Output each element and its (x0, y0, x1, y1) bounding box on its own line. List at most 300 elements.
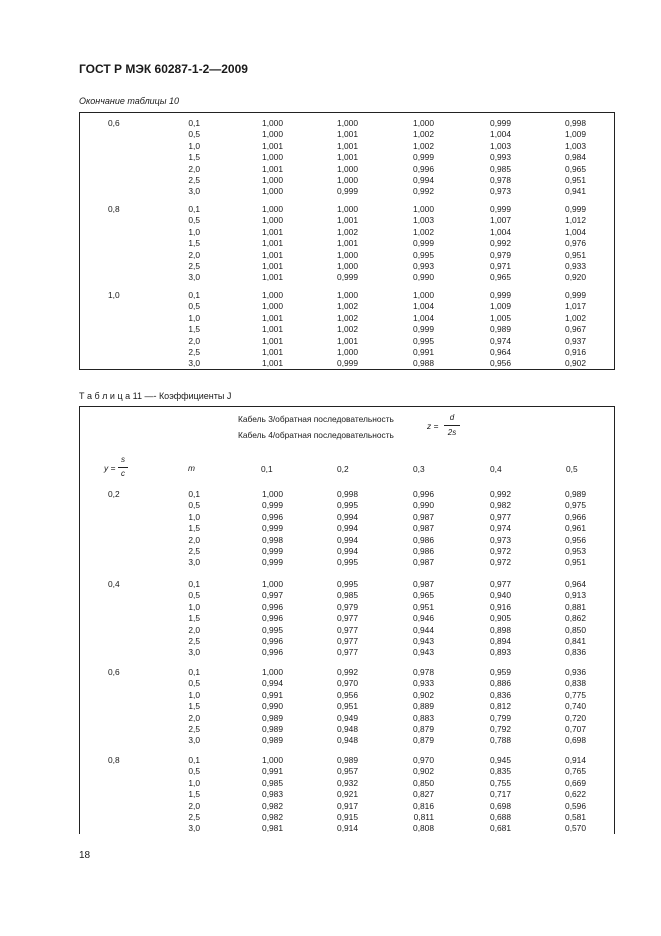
value-cell: 0,937 (565, 335, 586, 346)
m-value-cell: 0,5 (188, 766, 200, 777)
value-cell: 0,808 (413, 823, 434, 834)
z-value-header: 0,1 (261, 464, 273, 474)
value-cell: 0,984 (565, 152, 586, 163)
value-cell: 1,004 (490, 226, 511, 237)
value-cell: 0,992 (413, 186, 434, 197)
value-cell: 0,995 (337, 579, 358, 589)
value-cell: 0,971 (490, 261, 511, 271)
value-cell: 0,998 (337, 489, 358, 499)
value-cell: 0,999 (337, 358, 358, 369)
value-cell: 0,698 (490, 800, 511, 811)
value-cell: 1,012 (565, 215, 586, 226)
z-value-header: 0,2 (337, 464, 349, 474)
value-cell: 0,945 (490, 755, 511, 765)
value-cell: 0,902 (565, 358, 586, 369)
value-cell: 1,001 (262, 163, 283, 174)
value-cell: 0,977 (337, 624, 358, 635)
value-cell: 0,838 (565, 678, 586, 689)
value-cell: 0,978 (413, 667, 434, 677)
value-cell: 0,996 (413, 163, 434, 174)
m-value-cell: 0,5 (188, 590, 200, 601)
value-cell: 0,989 (262, 712, 283, 723)
value-cell: 0,964 (490, 347, 511, 357)
value-cell: 0,944 (413, 624, 434, 635)
value-cell: 0,990 (262, 701, 283, 712)
value-cell: 0,989 (337, 755, 358, 765)
value-cell: 0,879 (413, 724, 434, 734)
value-cell: 1,003 (490, 140, 511, 151)
table11-right-rule (614, 406, 615, 834)
m-value-cell: 0,5 (188, 215, 200, 226)
value-cell: 0,986 (413, 534, 434, 545)
z-value-header: 0,5 (566, 464, 578, 474)
value-cell: 0,622 (565, 789, 586, 800)
m-value-cell: 0,1 (188, 204, 200, 214)
value-cell: 1,000 (413, 118, 434, 128)
value-cell: 1,005 (490, 312, 511, 323)
value-cell: 0,994 (337, 511, 358, 522)
value-cell: 0,977 (490, 579, 511, 589)
value-cell: 1,000 (337, 249, 358, 260)
value-cell: 0,972 (490, 557, 511, 568)
value-cell: 0,995 (262, 624, 283, 635)
m-value-cell: 0,1 (188, 667, 200, 677)
value-cell: 1,001 (262, 312, 283, 323)
value-cell: 1,000 (262, 204, 283, 214)
value-cell: 0,740 (565, 701, 586, 712)
value-cell: 1,000 (337, 290, 358, 300)
value-cell: 0,946 (413, 613, 434, 624)
z-value-header: 0,3 (413, 464, 425, 474)
value-cell: 0,974 (490, 523, 511, 534)
value-cell: 0,987 (413, 579, 434, 589)
z-formula-numerator: d (449, 413, 455, 422)
value-cell: 0,972 (490, 546, 511, 556)
value-cell: 0,917 (337, 800, 358, 811)
value-cell: 0,951 (565, 175, 586, 185)
value-cell: 0,999 (262, 523, 283, 534)
value-cell: 0,961 (565, 523, 586, 534)
value-cell: 0,996 (262, 613, 283, 624)
m-value-cell: 2,5 (188, 724, 200, 734)
value-cell: 1,000 (262, 301, 283, 312)
value-cell: 0,914 (337, 823, 358, 834)
m-value-cell: 1,0 (188, 777, 200, 788)
value-cell: 0,681 (490, 823, 511, 834)
table10-right-rule (614, 112, 615, 370)
m-value-cell: 3,0 (188, 186, 200, 197)
value-cell: 0,999 (413, 238, 434, 249)
m-value-cell: 0,1 (188, 489, 200, 499)
value-cell: 0,982 (490, 500, 511, 511)
value-cell: 0,994 (413, 175, 434, 185)
value-cell: 0,989 (262, 724, 283, 734)
y-formula-bar (118, 467, 128, 468)
value-cell: 0,775 (565, 689, 586, 700)
value-cell: 1,007 (490, 215, 511, 226)
value-cell: 1,001 (337, 238, 358, 249)
value-cell: 1,000 (262, 186, 283, 197)
m-value-cell: 3,0 (188, 647, 200, 658)
value-cell: 0,717 (490, 789, 511, 800)
value-cell: 0,999 (490, 118, 511, 128)
value-cell: 0,973 (490, 186, 511, 197)
column-m-header: m (188, 463, 195, 473)
m-value-cell: 0,1 (188, 755, 200, 765)
value-cell: 0,581 (565, 812, 586, 822)
value-cell: 0,841 (565, 636, 586, 646)
value-cell: 0,999 (565, 204, 586, 214)
value-cell: 0,570 (565, 823, 586, 834)
value-cell: 0,973 (490, 534, 511, 545)
value-cell: 0,812 (490, 701, 511, 712)
value-cell: 1,001 (337, 140, 358, 151)
m-value-cell: 0,5 (188, 678, 200, 689)
value-cell: 0,883 (413, 712, 434, 723)
value-cell: 0,827 (413, 789, 434, 800)
value-cell: 0,943 (413, 647, 434, 658)
m-value-cell: 1,5 (188, 613, 200, 624)
m-value-cell: 0,1 (188, 118, 200, 128)
value-cell: 0,894 (490, 636, 511, 646)
value-cell: 0,669 (565, 777, 586, 788)
value-cell: 0,996 (262, 601, 283, 612)
m-value-cell: 0,1 (188, 290, 200, 300)
value-cell: 0,755 (490, 777, 511, 788)
value-cell: 0,966 (565, 511, 586, 522)
value-cell: 0,964 (565, 579, 586, 589)
value-cell: 0,991 (262, 766, 283, 777)
value-cell: 0,995 (413, 335, 434, 346)
value-cell: 1,000 (262, 579, 283, 589)
m-value-cell: 1,5 (188, 701, 200, 712)
value-cell: 0,987 (413, 511, 434, 522)
value-cell: 0,707 (565, 724, 586, 734)
value-cell: 0,999 (337, 272, 358, 283)
value-cell: 1,001 (262, 226, 283, 237)
value-cell: 0,886 (490, 678, 511, 689)
value-cell: 0,977 (337, 647, 358, 658)
value-cell: 1,002 (413, 129, 434, 140)
value-cell: 0,992 (490, 238, 511, 249)
value-cell: 0,835 (490, 766, 511, 777)
value-cell: 0,995 (337, 500, 358, 511)
value-cell: 1,001 (262, 140, 283, 151)
m-value-cell: 2,5 (188, 636, 200, 646)
value-cell: 0,970 (413, 755, 434, 765)
value-cell: 0,965 (565, 163, 586, 174)
table11-left-rule (79, 406, 80, 834)
value-cell: 1,000 (337, 175, 358, 185)
value-cell: 0,997 (262, 590, 283, 601)
m-value-cell: 1,0 (188, 312, 200, 323)
value-cell: 1,009 (490, 301, 511, 312)
table10-left-rule (79, 112, 80, 370)
m-value-cell: 2,0 (188, 712, 200, 723)
value-cell: 0,990 (413, 272, 434, 283)
value-cell: 1,000 (337, 204, 358, 214)
value-cell: 1,004 (413, 312, 434, 323)
value-cell: 0,905 (490, 613, 511, 624)
m-value-cell: 1,0 (188, 601, 200, 612)
m-value-cell: 3,0 (188, 823, 200, 834)
value-cell: 1,001 (337, 129, 358, 140)
z-formula-denominator: 2s (447, 428, 457, 437)
value-cell: 0,933 (565, 261, 586, 271)
value-cell: 1,001 (337, 335, 358, 346)
value-cell: 1,000 (413, 204, 434, 214)
value-cell: 0,993 (413, 261, 434, 271)
value-cell: 1,001 (262, 324, 283, 335)
value-cell: 1,000 (262, 667, 283, 677)
value-cell: 0,816 (413, 800, 434, 811)
value-cell: 0,985 (337, 590, 358, 601)
value-cell: 0,993 (490, 152, 511, 163)
value-cell: 1,001 (262, 272, 283, 283)
group-label: 0,8 (108, 755, 120, 765)
value-cell: 0,999 (413, 324, 434, 335)
value-cell: 1,000 (337, 163, 358, 174)
value-cell: 0,977 (337, 636, 358, 646)
value-cell: 0,998 (565, 118, 586, 128)
value-cell: 0,967 (565, 324, 586, 335)
value-cell: 1,009 (565, 129, 586, 140)
value-cell: 0,982 (262, 800, 283, 811)
m-value-cell: 2,0 (188, 249, 200, 260)
value-cell: 1,002 (337, 301, 358, 312)
value-cell: 0,965 (490, 272, 511, 283)
value-cell: 0,965 (413, 590, 434, 601)
value-cell: 1,017 (565, 301, 586, 312)
value-cell: 0,996 (262, 636, 283, 646)
value-cell: 1,000 (337, 347, 358, 357)
m-value-cell: 2,5 (188, 546, 200, 556)
value-cell: 0,985 (490, 163, 511, 174)
value-cell: 0,956 (490, 358, 511, 369)
value-cell: 0,999 (413, 152, 434, 163)
m-value-cell: 1,5 (188, 152, 200, 163)
value-cell: 0,914 (565, 755, 586, 765)
value-cell: 0,920 (565, 272, 586, 283)
value-cell: 0,989 (565, 489, 586, 499)
value-cell: 0,990 (413, 500, 434, 511)
value-cell: 1,001 (262, 249, 283, 260)
value-cell: 0,989 (262, 735, 283, 746)
table10-caption: Окончание таблицы 10 (79, 96, 179, 106)
m-value-cell: 0,5 (188, 129, 200, 140)
value-cell: 0,788 (490, 735, 511, 746)
value-cell: 0,989 (490, 324, 511, 335)
m-value-cell: 1,0 (188, 511, 200, 522)
value-cell: 1,002 (337, 324, 358, 335)
m-value-cell: 2,5 (188, 175, 200, 185)
value-cell: 1,002 (413, 226, 434, 237)
value-cell: 1,000 (262, 152, 283, 163)
value-cell: 0,970 (337, 678, 358, 689)
m-value-cell: 2,0 (188, 163, 200, 174)
value-cell: 0,988 (413, 358, 434, 369)
value-cell: 1,003 (413, 215, 434, 226)
value-cell: 0,862 (565, 613, 586, 624)
value-cell: 0,898 (490, 624, 511, 635)
value-cell: 1,000 (262, 118, 283, 128)
m-value-cell: 3,0 (188, 272, 200, 283)
m-value-cell: 1,5 (188, 523, 200, 534)
value-cell: 1,000 (262, 175, 283, 185)
value-cell: 0,953 (565, 546, 586, 556)
value-cell: 0,943 (413, 636, 434, 646)
m-value-cell: 2,5 (188, 261, 200, 271)
value-cell: 0,956 (565, 534, 586, 545)
value-cell: 1,004 (413, 301, 434, 312)
value-cell: 0,985 (262, 777, 283, 788)
value-cell: 1,002 (413, 140, 434, 151)
value-cell: 0,956 (337, 689, 358, 700)
document-title: ГОСТ Р МЭК 60287-1-2—2009 (79, 62, 248, 76)
value-cell: 0,936 (565, 667, 586, 677)
value-cell: 0,991 (413, 347, 434, 357)
value-cell: 0,893 (490, 647, 511, 658)
z-value-header: 0,4 (490, 464, 502, 474)
value-cell: 0,994 (262, 678, 283, 689)
value-cell: 0,889 (413, 701, 434, 712)
value-cell: 1,000 (337, 118, 358, 128)
value-cell: 0,881 (565, 601, 586, 612)
value-cell: 0,916 (565, 347, 586, 357)
value-cell: 0,996 (262, 511, 283, 522)
m-value-cell: 1,0 (188, 689, 200, 700)
value-cell: 1,002 (337, 226, 358, 237)
value-cell: 0,992 (337, 667, 358, 677)
value-cell: 0,999 (262, 546, 283, 556)
value-cell: 1,000 (262, 129, 283, 140)
value-cell: 1,001 (262, 358, 283, 369)
value-cell: 1,002 (565, 312, 586, 323)
value-cell: 0,836 (490, 689, 511, 700)
m-value-cell: 2,5 (188, 347, 200, 357)
m-value-cell: 2,0 (188, 534, 200, 545)
value-cell: 1,001 (262, 347, 283, 357)
value-cell: 0,921 (337, 789, 358, 800)
value-cell: 0,688 (490, 812, 511, 822)
value-cell: 0,987 (413, 557, 434, 568)
value-cell: 1,000 (262, 290, 283, 300)
value-cell: 0,951 (337, 701, 358, 712)
value-cell: 1,004 (490, 129, 511, 140)
value-cell: 0,978 (490, 175, 511, 185)
m-value-cell: 1,0 (188, 226, 200, 237)
value-cell: 0,991 (262, 689, 283, 700)
value-cell: 1,000 (413, 290, 434, 300)
m-value-cell: 3,0 (188, 557, 200, 568)
value-cell: 0,932 (337, 777, 358, 788)
value-cell: 0,836 (565, 647, 586, 658)
value-cell: 0,959 (490, 667, 511, 677)
value-cell: 0,999 (565, 290, 586, 300)
value-cell: 0,913 (565, 590, 586, 601)
value-cell: 0,981 (262, 823, 283, 834)
y-formula-numerator: s (121, 455, 125, 464)
y-formula-denominator: c (121, 469, 125, 478)
value-cell: 0,977 (490, 511, 511, 522)
value-cell: 0,915 (337, 812, 358, 822)
value-cell: 1,001 (337, 152, 358, 163)
value-cell: 1,000 (262, 755, 283, 765)
value-cell: 0,850 (565, 624, 586, 635)
value-cell: 0,994 (337, 523, 358, 534)
value-cell: 0,982 (262, 812, 283, 822)
page-number: 18 (79, 850, 91, 861)
value-cell: 0,941 (565, 186, 586, 197)
value-cell: 0,902 (413, 689, 434, 700)
value-cell: 0,996 (413, 489, 434, 499)
value-cell: 0,948 (337, 724, 358, 734)
value-cell: 0,916 (490, 601, 511, 612)
group-label: 1,0 (108, 290, 120, 300)
value-cell: 0,994 (337, 534, 358, 545)
value-cell: 0,994 (337, 546, 358, 556)
z-formula-bar (444, 425, 460, 426)
table10-bottom-rule (79, 369, 615, 370)
value-cell: 0,999 (490, 290, 511, 300)
group-label: 0,2 (108, 489, 120, 499)
value-cell: 0,948 (337, 735, 358, 746)
value-cell: 0,992 (490, 489, 511, 499)
m-value-cell: 2,0 (188, 624, 200, 635)
value-cell: 0,995 (337, 557, 358, 568)
value-cell: 0,765 (565, 766, 586, 777)
value-cell: 0,940 (490, 590, 511, 601)
group-label: 0,6 (108, 118, 120, 128)
value-cell: 0,974 (490, 335, 511, 346)
value-cell: 0,850 (413, 777, 434, 788)
value-cell: 0,957 (337, 766, 358, 777)
value-cell: 0,902 (413, 766, 434, 777)
m-value-cell: 0,1 (188, 579, 200, 589)
value-cell: 0,983 (262, 789, 283, 800)
m-value-cell: 1,0 (188, 140, 200, 151)
value-cell: 0,720 (565, 712, 586, 723)
value-cell: 0,999 (490, 204, 511, 214)
group-label: 0,4 (108, 579, 120, 589)
value-cell: 0,999 (262, 500, 283, 511)
value-cell: 1,001 (262, 238, 283, 249)
m-value-cell: 1,5 (188, 238, 200, 249)
m-value-cell: 0,5 (188, 301, 200, 312)
value-cell: 0,987 (413, 523, 434, 534)
value-cell: 1,000 (262, 215, 283, 226)
value-cell: 0,995 (413, 249, 434, 260)
y-formula-lhs: y = (104, 463, 116, 473)
table11-header-line1: Кабель 3/обратная последовательность (238, 414, 394, 424)
value-cell: 0,999 (337, 186, 358, 197)
value-cell: 0,792 (490, 724, 511, 734)
value-cell: 0,799 (490, 712, 511, 723)
m-value-cell: 2,0 (188, 335, 200, 346)
m-value-cell: 3,0 (188, 358, 200, 369)
value-cell: 1,000 (262, 489, 283, 499)
z-formula-lhs: z = (427, 421, 439, 431)
value-cell: 0,976 (565, 238, 586, 249)
value-cell: 1,001 (262, 261, 283, 271)
table11-top-rule (79, 406, 615, 407)
value-cell: 0,933 (413, 678, 434, 689)
value-cell: 1,002 (337, 312, 358, 323)
m-value-cell: 1,5 (188, 789, 200, 800)
value-cell: 0,951 (565, 557, 586, 568)
m-value-cell: 2,0 (188, 800, 200, 811)
value-cell: 0,951 (413, 601, 434, 612)
